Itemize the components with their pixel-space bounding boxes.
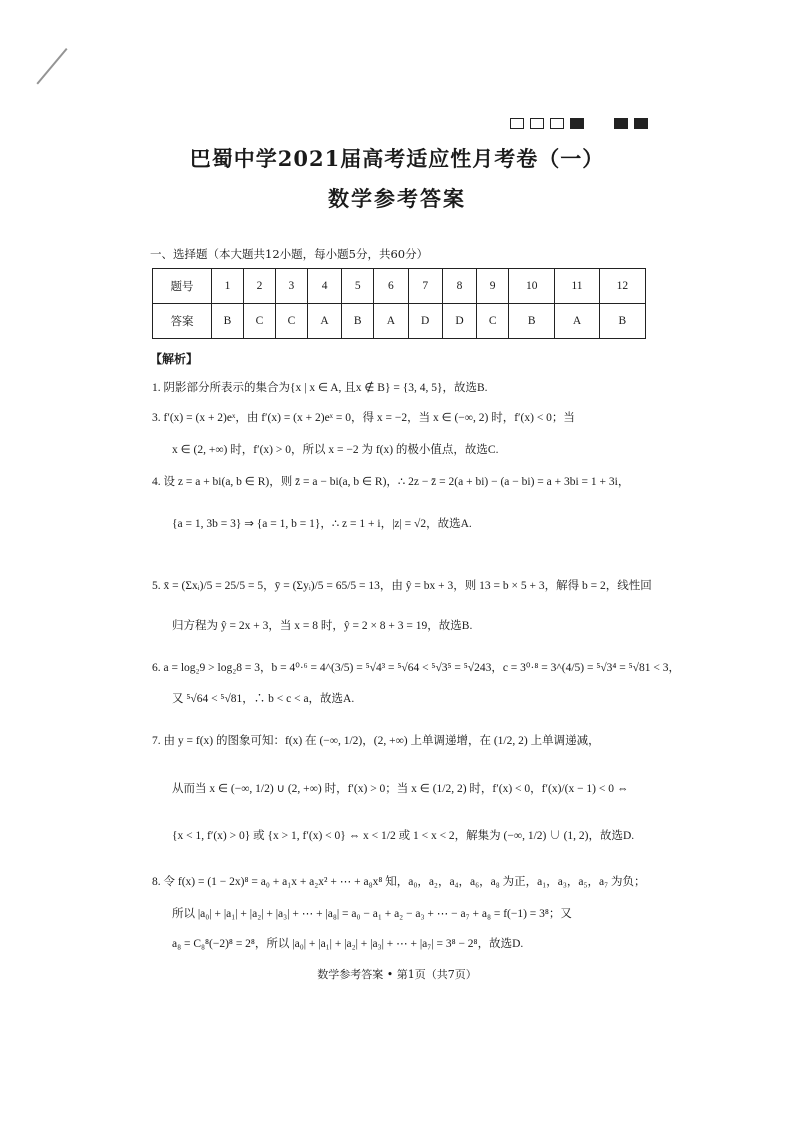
table-cell: B bbox=[212, 304, 244, 339]
solution-line: {a = 1, 3b = 3} ⇒ {a = 1, b = 1}，∴ z = 1 + i，|z| = √2，故选A. bbox=[172, 518, 472, 530]
table-cell: B bbox=[509, 304, 555, 339]
table-cell: 10 bbox=[509, 269, 555, 304]
table-cell: D bbox=[408, 304, 442, 339]
solution-line: a₈ = C₈⁸(−2)⁸ = 2⁸，所以 |a₀| + |a₁| + |a₂| + |a₃| + ⋯ + |a₇| = 3⁸ − 2⁸，故选D. bbox=[172, 938, 524, 950]
table-cell: 4 bbox=[307, 269, 341, 304]
table-cell: 1 bbox=[212, 269, 244, 304]
table-cell: B bbox=[342, 304, 374, 339]
document-subtitle: 数学参考答案 bbox=[328, 186, 466, 211]
table-cell: 7 bbox=[408, 269, 442, 304]
table-cell: C bbox=[477, 304, 509, 339]
table-cell: 12 bbox=[599, 269, 645, 304]
table-row-answers bbox=[153, 304, 646, 339]
solution-line: 从而当 x ∈ (−∞, 1/2) ∪ (2, +∞) 时，f′(x) > 0；当 x ∈ (1/2, 2) 时，f′(x) < 0，f′(x)/(x − 1) < 0 ⇔ bbox=[172, 783, 629, 795]
table-cell: C bbox=[275, 304, 307, 339]
solution-line: 又 ⁵√64 < ⁵√81，∴ b < c < a，故选A. bbox=[172, 693, 355, 705]
scan-pen-mark bbox=[36, 48, 67, 85]
table-cell: A bbox=[555, 304, 600, 339]
solution-line: 5. x̄ = (Σxᵢ)/5 = 25/5 = 5，ȳ = (Σyᵢ)/5 = 65/5 = 13，由 ŷ = bx + 3，则 13 = b × 5 + 3，解得 b = 2，线性回 bbox=[152, 580, 652, 592]
table-cell: A bbox=[374, 304, 408, 339]
table-cell: A bbox=[307, 304, 341, 339]
solution-line: 归方程为 ŷ = 2x + 3，当 x = 8 时，ŷ = 2 × 8 + 3 = 19，故选B. bbox=[172, 620, 473, 632]
table-cell: 11 bbox=[555, 269, 600, 304]
solution-line: {x < 1, f′(x) > 0} 或 {x > 1, f′(x) < 0} ⇔ x < 1/2 或 1 < x < 2，解集为 (−∞, 1/2) ∪ (1, 2)，故选D. bbox=[172, 830, 635, 842]
table-cell: C bbox=[243, 304, 275, 339]
table-cell: 3 bbox=[275, 269, 307, 304]
table-cell: 2 bbox=[243, 269, 275, 304]
solution-line: 6. a = log₂9 > log₂8 = 3，b = 4⁰·⁶ = 4^(3/5) = ⁵√4³ = ⁵√64 < ⁵√3⁵ = ⁵√243，c = 3⁰·⁸ = 3^(4/5) = ⁵√3⁴ = ⁵√81 < 3， bbox=[152, 662, 680, 674]
page-code-boxes bbox=[510, 118, 648, 129]
table-row-numbers bbox=[153, 269, 646, 304]
row-label: 答案 bbox=[153, 304, 212, 339]
table-cell: 5 bbox=[342, 269, 374, 304]
table-cell: 8 bbox=[442, 269, 476, 304]
solution-line: 1. 阴影部分所表示的集合为{x | x ∈ A, 且x ∉ B} = {3, 4, 5}，故选B. bbox=[152, 382, 488, 394]
solution-line: 3. f′(x) = (x + 2)eˣ，由 f′(x) = (x + 2)eˣ = 0，得 x = −2，当 x ∈ (−∞, 2) 时，f′(x) < 0；当 bbox=[152, 412, 575, 424]
table-cell: D bbox=[442, 304, 476, 339]
solution-line: x ∈ (2, +∞) 时，f′(x) > 0，所以 x = −2 为 f(x) 的极小值点，故选C. bbox=[172, 444, 499, 456]
document-title: 巴蜀中学2021届高考适应性月考卷（一） bbox=[189, 146, 605, 171]
row-label: 题号 bbox=[153, 269, 212, 304]
table-cell: 9 bbox=[477, 269, 509, 304]
solution-line: 4. 设 z = a + bi(a, b ∈ R)，则 z̄ = a − bi(a, b ∈ R)，∴ 2z − z̄ = 2(a + bi) − (a − bi) = a + 3bi = 1 + 3i， bbox=[152, 476, 630, 488]
solution-line: 8. 令 f(x) = (1 − 2x)⁸ = a₀ + a₁x + a₂x² + ⋯ + a₈x⁸ 知，a₀，a₂，a₄，a₆，a₈ 为正，a₁，a₃，a₅，a₇ 为负； bbox=[152, 876, 646, 888]
solution-line: 所以 |a₀| + |a₁| + |a₂| + |a₃| + ⋯ + |a₈| = a₀ − a₁ + a₂ − a₃ + ⋯ − a₇ + a₈ = f(−1) = 3⁸；又 bbox=[172, 908, 572, 920]
table-cell: 6 bbox=[374, 269, 408, 304]
solution-line: 7. 由 y = f(x) 的图象可知：f(x) 在 (−∞, 1/2)，(2, +∞) 上单调递增，在 (1/2, 2) 上单调递减， bbox=[152, 735, 600, 747]
analysis-heading: 【解析】 bbox=[150, 352, 199, 366]
page-footer: 数学参考答案 • 第1页（共7页） bbox=[317, 968, 477, 981]
answer-table bbox=[152, 268, 646, 339]
section-heading: 一、选择题（本大题共12小题，每小题5分，共60分） bbox=[150, 247, 429, 261]
table-cell: B bbox=[599, 304, 645, 339]
